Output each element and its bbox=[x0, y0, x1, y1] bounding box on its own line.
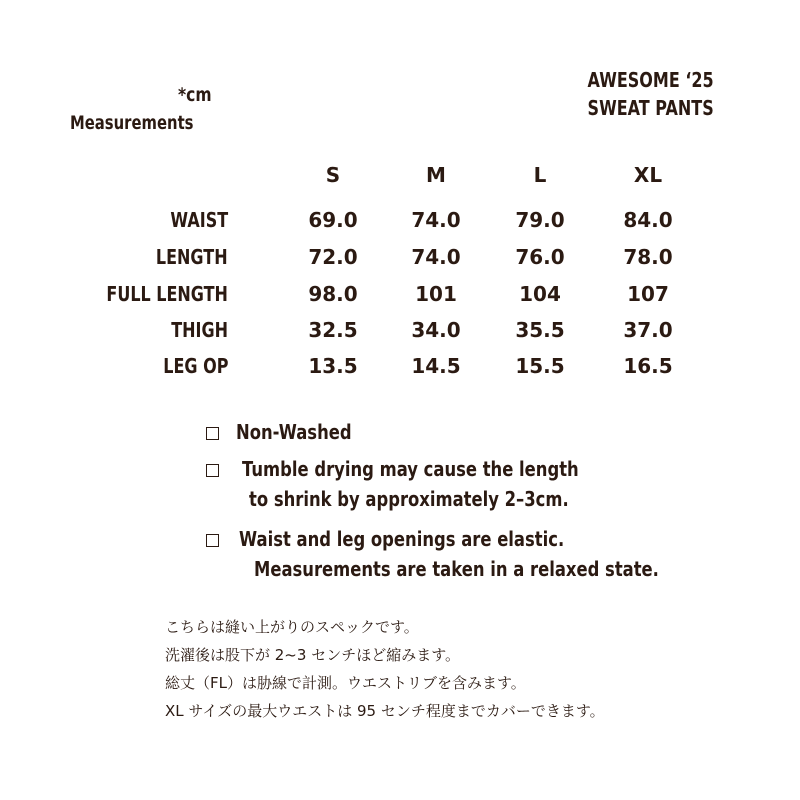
product-title-line1: AWESOME ‘25 bbox=[587, 68, 714, 92]
table-cell: 104 bbox=[519, 282, 561, 306]
size-header: XL bbox=[633, 163, 663, 187]
table-cell: 107 bbox=[627, 282, 669, 306]
table-cell: 78.0 bbox=[623, 245, 673, 269]
table-cell: 101 bbox=[415, 282, 457, 306]
note-text: to shrink by approximately 2–3cm. bbox=[249, 487, 569, 511]
note-text: Non-Washed bbox=[236, 420, 352, 444]
table-cell: 37.0 bbox=[623, 318, 673, 342]
japanese-note-line: 洗濯後は股下が 2~3 センチほど縮みます。 bbox=[165, 646, 460, 664]
table-cell: 15.5 bbox=[515, 354, 565, 378]
size-header: M bbox=[426, 163, 446, 187]
table-cell: 13.5 bbox=[308, 354, 358, 378]
table-cell: 35.5 bbox=[515, 318, 565, 342]
japanese-note-line: XL サイズの最大ウエストは 95 センチ程度までカバーできます。 bbox=[165, 702, 605, 720]
table-cell: 76.0 bbox=[515, 245, 565, 269]
row-label: THIGH bbox=[171, 318, 228, 342]
measurements-label: Measurements bbox=[70, 112, 194, 134]
size-header: S bbox=[325, 163, 341, 187]
size-header: L bbox=[533, 163, 547, 187]
checkbox-icon bbox=[206, 427, 219, 440]
table-cell: 74.0 bbox=[411, 245, 461, 269]
table-cell: 84.0 bbox=[623, 208, 673, 232]
table-cell: 69.0 bbox=[308, 208, 358, 232]
table-cell: 72.0 bbox=[308, 245, 358, 269]
row-label: LENGTH bbox=[156, 245, 228, 269]
note-text: Measurements are taken in a relaxed state. bbox=[254, 557, 659, 581]
table-cell: 32.5 bbox=[308, 318, 358, 342]
product-title-line2: SWEAT PANTS bbox=[587, 96, 714, 120]
row-label: FULL LENGTH bbox=[106, 282, 228, 306]
note-text: Tumble drying may cause the length bbox=[242, 457, 579, 481]
table-cell: 14.5 bbox=[411, 354, 461, 378]
checkbox-icon bbox=[206, 534, 219, 547]
checkbox-icon bbox=[206, 464, 219, 477]
note-text: Waist and leg openings are elastic. bbox=[239, 527, 565, 551]
row-label: LEG OP bbox=[162, 354, 228, 378]
table-cell: 74.0 bbox=[411, 208, 461, 232]
table-cell: 98.0 bbox=[308, 282, 358, 306]
table-cell: 16.5 bbox=[623, 354, 673, 378]
unit-note: *cm bbox=[178, 84, 212, 106]
japanese-note-line: こちらは縫い上がりのスペックです。 bbox=[165, 618, 419, 636]
japanese-note-line: 総丈（FL）は胁線で計測。ウエストリブを含みます。 bbox=[165, 674, 526, 692]
table-cell: 79.0 bbox=[515, 208, 565, 232]
row-label: WAIST bbox=[170, 208, 228, 232]
table-cell: 34.0 bbox=[411, 318, 461, 342]
